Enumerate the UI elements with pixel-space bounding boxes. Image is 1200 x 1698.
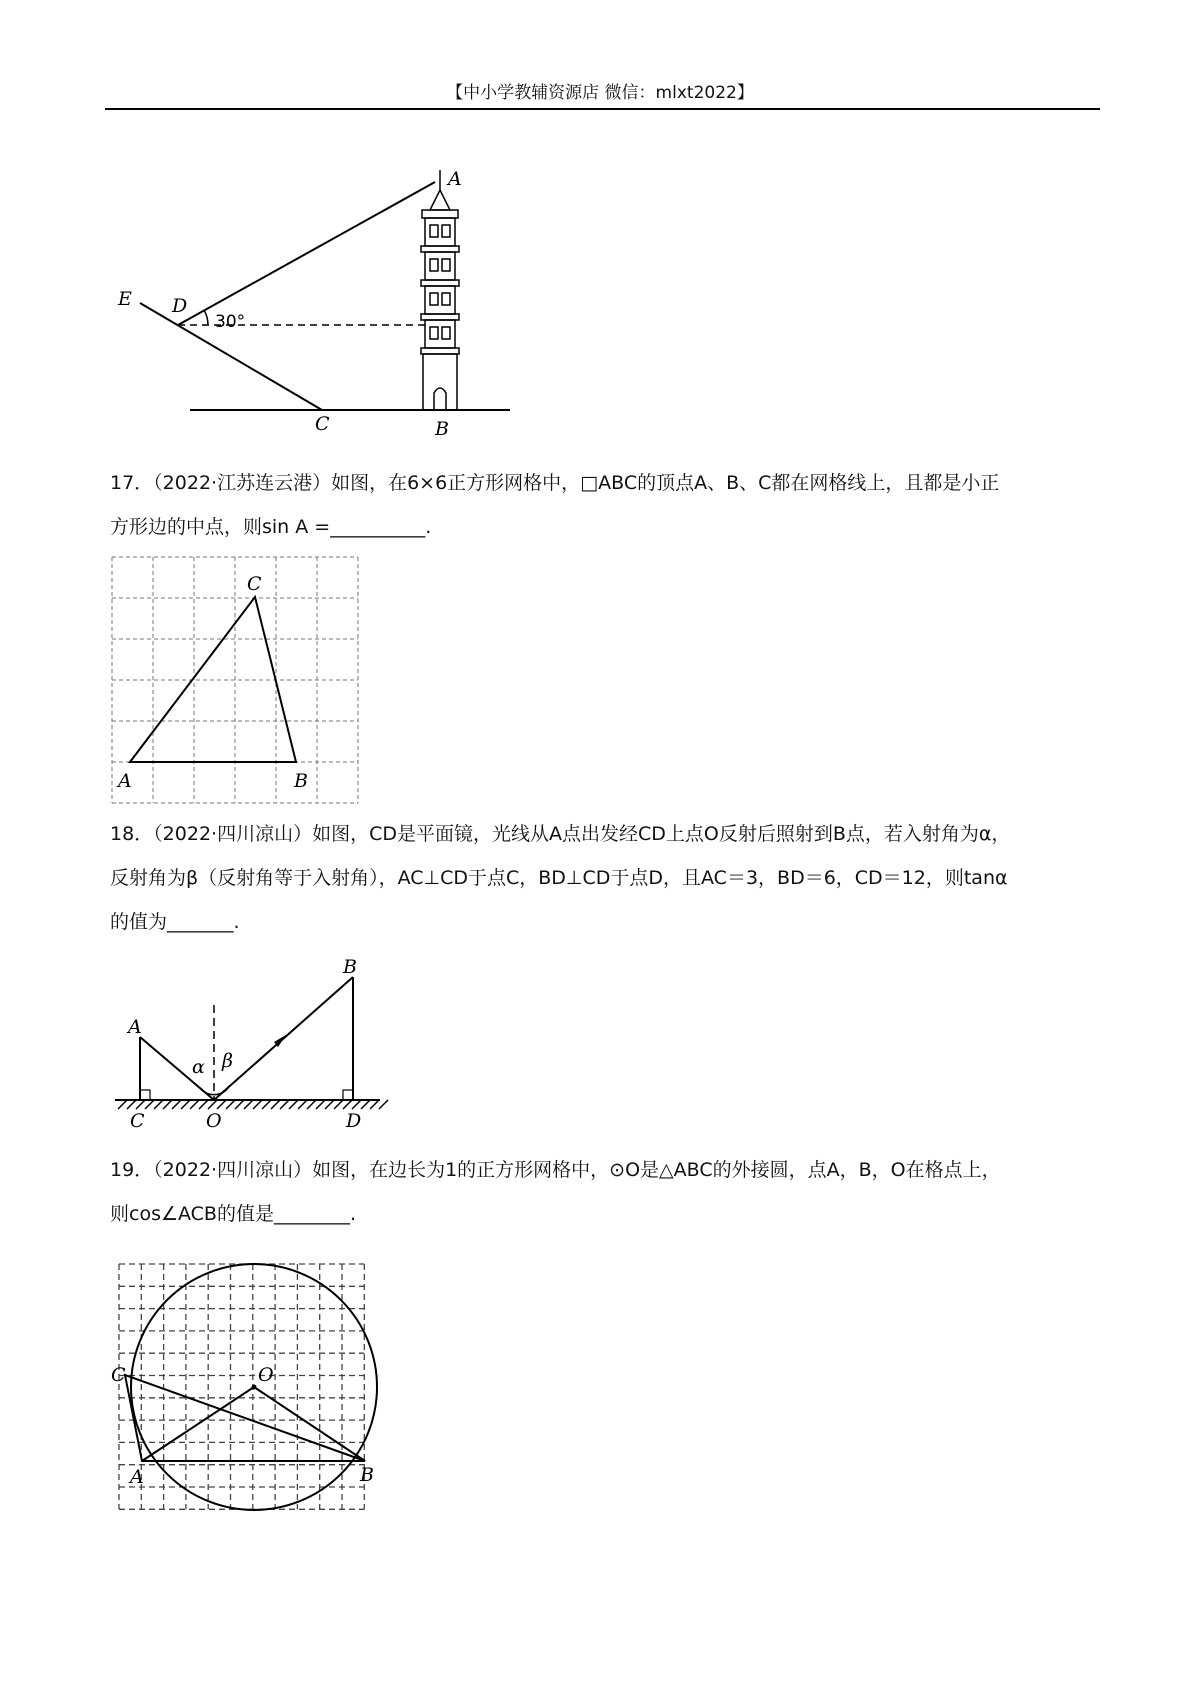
hatch-mark xyxy=(352,1100,361,1109)
figure-18-mirror xyxy=(110,955,390,1140)
hatch-mark xyxy=(136,1100,145,1109)
hatch-mark xyxy=(190,1100,199,1109)
hatch-mark xyxy=(271,1100,280,1109)
hatch-mark xyxy=(334,1100,343,1109)
question-18 xyxy=(110,812,1100,944)
q18-line1: 18．（2022·四川凉山）如图，CD是平面镜，光线从A点出发经CD上点O反射后照射到B点，若入射角为α， xyxy=(110,823,1011,845)
label-B: B xyxy=(294,770,308,792)
label-O: O xyxy=(206,1110,222,1132)
figure-16-tower xyxy=(110,165,530,440)
label-B: B xyxy=(343,956,357,978)
hatch-mark xyxy=(316,1100,325,1109)
figure-19-circle xyxy=(110,1255,390,1535)
hatch-mark xyxy=(289,1100,298,1109)
hatch-mark xyxy=(199,1100,208,1109)
q17-line2: 方形边的中点，则sin A =__________. xyxy=(110,516,432,538)
label-A: A xyxy=(128,1016,142,1038)
q17-line1: 17．（2022·江苏连云港）如图，在6×6正方形网格中，□ABC的顶点A、B、C都在网格线上，且都是小正 xyxy=(110,472,1000,494)
label-C: C xyxy=(315,413,330,435)
tower-icon xyxy=(421,170,459,410)
label-C: C xyxy=(111,1364,126,1386)
hatch-mark xyxy=(262,1100,271,1109)
label-B: B xyxy=(435,418,449,440)
hatch-mark xyxy=(163,1100,172,1109)
hatch-mark xyxy=(226,1100,235,1109)
label-E: E xyxy=(118,288,132,310)
question-19 xyxy=(110,1148,1100,1236)
hatch-mark xyxy=(370,1100,379,1109)
q18-line2: 反射角为β（反射角等于入射角），AC⊥CD于点C，BD⊥CD于点D，且AC＝3，BD＝6，CD＝12，则tanα xyxy=(110,867,1008,889)
hatch-mark xyxy=(217,1100,226,1109)
label-alpha: α xyxy=(192,1056,205,1078)
q19-line2: 则cos∠ACB的值是________. xyxy=(110,1203,357,1225)
label-A: A xyxy=(118,770,132,792)
label-A: A xyxy=(448,168,462,190)
hatch-mark xyxy=(280,1100,289,1109)
question-17 xyxy=(110,461,1100,549)
hatch-mark xyxy=(208,1100,217,1109)
figure-17-grid xyxy=(110,555,360,805)
label-B: B xyxy=(360,1464,374,1486)
label-D: D xyxy=(172,295,188,317)
hatch-mark xyxy=(118,1100,127,1109)
label-C: C xyxy=(130,1110,145,1132)
hatch-mark xyxy=(343,1100,352,1109)
q18-line3: 的值为_______. xyxy=(110,911,240,933)
hatch-mark xyxy=(361,1100,370,1109)
hatch-mark xyxy=(325,1100,334,1109)
hatch-mark xyxy=(298,1100,307,1109)
hatch-mark xyxy=(154,1100,163,1109)
hatch-mark xyxy=(307,1100,316,1109)
angle-label: 30° xyxy=(215,312,246,332)
label-O: O xyxy=(258,1364,274,1386)
header-rule xyxy=(105,108,1100,110)
hatch-mark xyxy=(244,1100,253,1109)
label-C: C xyxy=(247,573,262,595)
hatch-mark xyxy=(181,1100,190,1109)
hatch-mark xyxy=(379,1100,388,1109)
label-D: D xyxy=(346,1110,362,1132)
page-header: 【中小学教辅资源店 微信：mlxt2022】 xyxy=(446,83,754,103)
q19-line1: 19．（2022·四川凉山）如图，在边长为1的正方形网格中，⊙O是△ABC的外接圆，点A，B，O在格点上， xyxy=(110,1159,1001,1181)
hatch-mark xyxy=(172,1100,181,1109)
hatch-mark xyxy=(235,1100,244,1109)
label-beta: β xyxy=(222,1050,233,1072)
hatch-mark xyxy=(145,1100,154,1109)
hatch-mark xyxy=(253,1100,262,1109)
label-A: A xyxy=(130,1466,144,1488)
hatch-mark xyxy=(127,1100,136,1109)
